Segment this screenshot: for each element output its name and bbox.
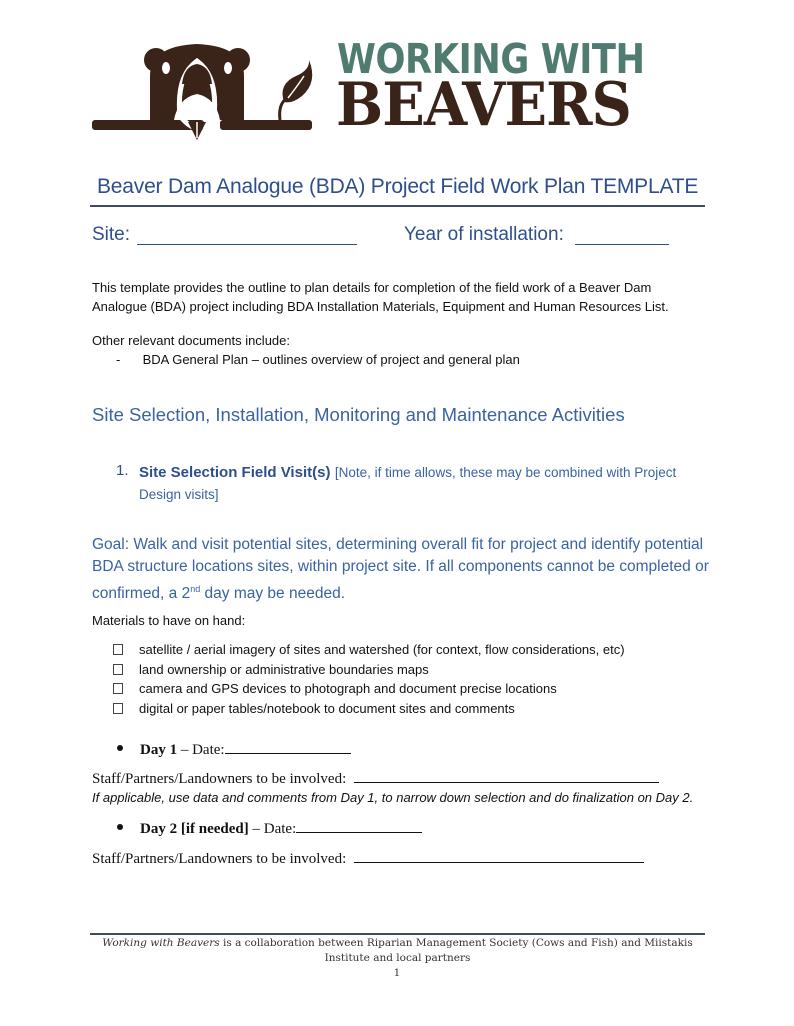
checkbox-icon[interactable] xyxy=(113,703,123,714)
day2-date-field[interactable] xyxy=(296,819,422,833)
year-field[interactable] xyxy=(575,244,669,245)
other-doc-text: BDA General Plan – outlines overview of project and general plan xyxy=(142,352,520,367)
material-item[interactable] xyxy=(113,681,557,696)
day1-note: If applicable, use data and comments from Day 1, to narrow down selection and do finalization on Day 2. xyxy=(92,790,694,805)
footer-body: is a collaboration between Riparian Management Society (Cows and Fish) and Miistakis Institute and local partners xyxy=(219,937,693,964)
day2-staff-field[interactable] xyxy=(354,849,644,863)
other-doc-item xyxy=(116,350,520,369)
bullet-icon xyxy=(117,824,123,830)
day2-staff-row xyxy=(92,849,644,868)
day1-staff-field[interactable] xyxy=(354,769,659,783)
day1-label: Day 1 xyxy=(140,742,178,758)
day2-row xyxy=(117,819,422,838)
checkbox-icon[interactable] xyxy=(113,664,123,675)
day2-staff-label: Staff/Partners/Landowners to be involved: xyxy=(92,851,347,867)
site-label: Site: xyxy=(92,224,131,245)
title-divider xyxy=(90,205,705,207)
year-label: Year of installation: xyxy=(404,224,564,245)
visit-heading xyxy=(139,462,714,506)
site-field[interactable] xyxy=(137,244,357,245)
footer-italic: Working with Beavers xyxy=(102,937,220,949)
logo-wordmark-line1: WORKING WITH xyxy=(337,35,645,83)
visit-note: [Note, if time allows, these may be combined with Project Design visits] xyxy=(139,465,677,502)
goal-text-end: day may be needed. xyxy=(200,585,346,603)
day2-date-label: – Date: xyxy=(248,821,297,837)
footer-divider xyxy=(90,933,705,935)
day2-label: Day 2 [if needed] xyxy=(140,821,249,837)
material-text: satellite / aerial imagery of sites and watershed (for context, flow considerations, etc) xyxy=(139,642,625,657)
day1-staff-row xyxy=(92,769,659,788)
checkbox-icon[interactable] xyxy=(113,644,123,655)
material-text: land ownership or administrative boundaries maps xyxy=(139,662,429,677)
day1-row xyxy=(117,740,351,759)
section-heading: Site Selection, Installation, Monitoring and Maintenance Activities xyxy=(92,404,625,425)
day1-staff-label: Staff/Partners/Landowners to be involved: xyxy=(92,771,347,787)
goal-paragraph xyxy=(92,534,712,605)
material-text: digital or paper tables/notebook to document sites and comments xyxy=(139,701,515,716)
visit-number: 1. xyxy=(116,462,129,479)
bullet-icon xyxy=(117,745,123,751)
list-dash: - xyxy=(116,352,121,367)
goal-text: Goal: Walk and visit potential sites, determining overall fit for project and identify potential BDA structure locations sites, within project site. If all components cannot be completed or confirmed, a 2 xyxy=(92,536,709,603)
goal-superscript: nd xyxy=(190,584,201,594)
material-item[interactable] xyxy=(113,662,429,677)
logo-wordmark-line2: BEAVERS xyxy=(336,70,631,140)
beaver-icon xyxy=(92,36,322,141)
material-item[interactable] xyxy=(113,642,625,657)
checkbox-icon[interactable] xyxy=(113,683,123,694)
material-text: camera and GPS devices to photograph and document precise locations xyxy=(139,681,557,696)
material-item[interactable] xyxy=(113,701,515,716)
other-docs-label: Other relevant documents include: xyxy=(92,333,290,348)
day1-date-label: – Date: xyxy=(177,742,225,758)
day1-date-field[interactable] xyxy=(225,740,351,754)
document-title: Beaver Dam Analogue (BDA) Project Field Work Plan TEMPLATE xyxy=(97,175,699,198)
intro-paragraph: This template provides the outline to plan details for completion of the field work of a Beaver Dam Analogue (BDA) project including BDA Installation Materials, Equipment and Human Resources List. xyxy=(92,280,669,314)
page-number: 1 xyxy=(393,967,401,979)
materials-label: Materials to have on hand: xyxy=(92,613,246,628)
footer-text xyxy=(100,936,695,966)
visit-title: Site Selection Field Visit(s) xyxy=(139,464,331,481)
